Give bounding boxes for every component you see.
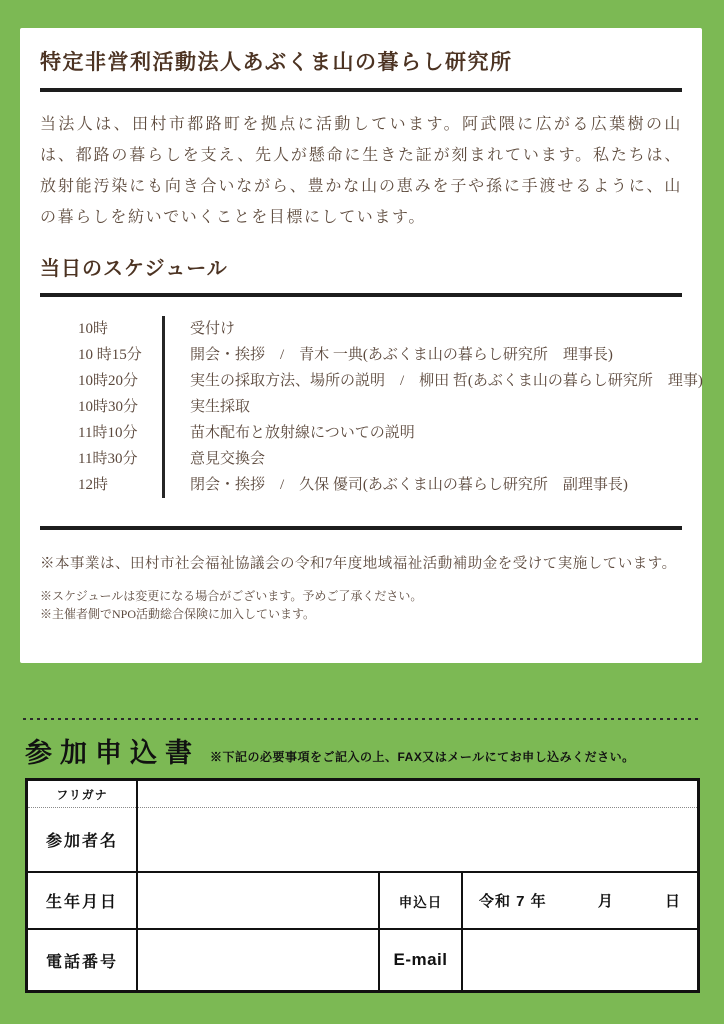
apply-date-label-cell	[380, 873, 463, 930]
birthdate-label: 生年月日	[45, 894, 118, 911]
schedule-divider	[40, 293, 682, 297]
info-card	[20, 28, 702, 663]
phone-label-cell	[28, 930, 138, 990]
email-label-cell	[380, 930, 463, 990]
schedule-time: 10時	[78, 321, 109, 337]
schedule-event: 意見交換会	[162, 446, 265, 472]
schedule-event: 実生採取	[162, 394, 250, 420]
schedule-event: 受付け	[162, 316, 235, 342]
application-table	[25, 778, 700, 993]
name-label: 参加者名	[45, 833, 118, 850]
intro-paragraph: 当法人は、田村市都路町を拠点に活動しています。阿武隈に広がる広葉樹の山は、都路の暮らしを支え、先人が懸命に生きた証が刻まれています。私たちは、放射能汚染にも向き合いながら、豊かな山の恵みを子や孫に手渡せるように、山の暮らしを紡いでいくことを目標にしています。	[40, 116, 682, 226]
schedule-change-note: ※スケジュールは変更になる場合がございます。予めご了承ください。	[40, 589, 423, 603]
schedule-heading: 当日のスケジュール	[40, 258, 228, 280]
schedule-row	[78, 342, 682, 368]
schedule-row	[78, 446, 682, 472]
email-label: E-mail	[393, 950, 448, 969]
schedule-time: 10時20分	[78, 373, 139, 389]
funding-note: ※本事業は、田村市社会福祉協議会の令和7年度地域福祉活動補助金を受けて実施しています。	[40, 556, 677, 572]
phone-field	[138, 930, 380, 990]
name-field	[138, 781, 697, 873]
schedule-event: 開会・挨拶 / 青木 一典(あぶくま山の暮らし研究所 理事長)	[162, 342, 613, 368]
schedule-row	[78, 368, 703, 394]
schedule-time: 12時	[78, 477, 109, 493]
month-text: 月	[597, 893, 614, 910]
application-form-instruction: ※下記の必要事項をご記入の上、FAX又はメールにてお申し込みください。	[210, 750, 635, 764]
schedule-row	[78, 420, 682, 446]
email-field	[463, 930, 697, 990]
form-header	[25, 737, 635, 769]
schedule-time: 11時30分	[78, 451, 138, 467]
apply-date-label: 申込日	[398, 894, 443, 910]
title-divider	[40, 88, 682, 92]
furigana-field	[138, 781, 697, 808]
birthdate-label-cell	[28, 873, 138, 930]
schedule-event: 苗木配布と放射線についての説明	[162, 420, 415, 446]
schedule-time: 10 時15分	[78, 347, 142, 363]
day-text: 日	[664, 893, 681, 910]
schedule-event: 実生の採取方法、場所の説明 / 柳田 哲(あぶくま山の暮らし研究所 理事)	[162, 368, 703, 394]
phone-label: 電話番号	[45, 953, 118, 971]
organization-title: 特定非営利活動法人あぶくま山の暮らし研究所	[40, 51, 513, 74]
application-form-title: 参加申込書	[25, 738, 200, 768]
name-field-area	[138, 808, 697, 871]
era-year-text: 令和 7 年	[479, 893, 547, 910]
name-label-cell	[28, 781, 138, 873]
birthdate-field	[138, 873, 380, 930]
cut-line-separator	[23, 718, 700, 720]
notes-divider	[40, 526, 682, 530]
schedule-row	[78, 394, 682, 420]
apply-date-field	[463, 873, 697, 930]
name-label-wrap	[28, 808, 136, 871]
furigana-label: フリガナ	[28, 781, 136, 808]
schedule-row	[78, 316, 682, 342]
schedule-event: 閉会・挨拶 / 久保 優司(あぶくま山の暮らし研究所 副理事長)	[162, 472, 628, 498]
schedule-time: 11時10分	[78, 425, 138, 441]
insurance-note: ※主催者側でNPO活動総合保険に加入しています。	[40, 607, 316, 621]
schedule-row	[78, 472, 682, 498]
schedule-list	[40, 316, 703, 498]
schedule-time: 10時30分	[78, 399, 139, 415]
